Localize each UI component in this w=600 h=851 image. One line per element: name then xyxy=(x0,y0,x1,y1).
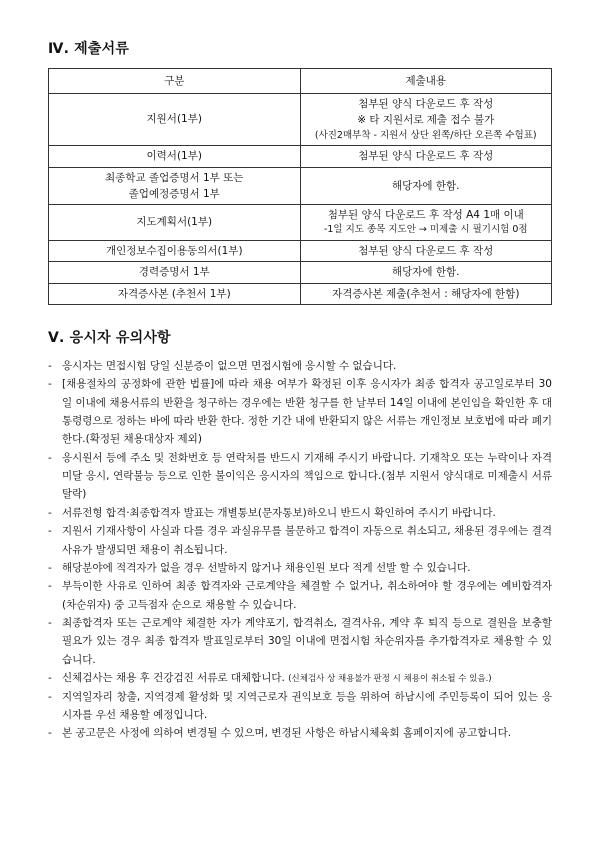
note-small-text: (신체검사 상 채용불가 판정 시 채용이 취소될 수 있음.) xyxy=(288,674,492,685)
submission-content-line: 첨부된 양식 다운로드 후 작성 A4 1매 이내 xyxy=(327,209,524,222)
submission-content-line: 해당자에 한함. xyxy=(391,179,460,192)
list-item xyxy=(48,357,552,375)
document-name-cell xyxy=(49,146,301,167)
list-bullet: - xyxy=(48,727,52,740)
document-name-cell xyxy=(49,283,301,304)
note-text: 본 공고문은 사정에 의하여 변경될 수 있으며, 변경된 사항은 하남시체육회 홈페이지에 공고합니다. xyxy=(62,727,512,740)
table-row xyxy=(49,94,552,146)
submission-content-line: 첨부된 양식 다운로드 후 작성 xyxy=(358,150,494,163)
submission-content-cell xyxy=(300,262,552,283)
submission-content-cell xyxy=(300,205,552,241)
submission-content-cell xyxy=(300,283,552,304)
table-row xyxy=(49,167,552,205)
submission-content-line: -1일 지도 종목 지도안 → 미제출 시 필기시험 0점 xyxy=(323,224,528,236)
applicant-notes-list xyxy=(48,357,552,743)
table-row xyxy=(49,241,552,262)
table-header-category: 구분 xyxy=(49,69,301,94)
submission-content-cell xyxy=(300,167,552,205)
document-name-cell xyxy=(49,94,301,146)
list-item xyxy=(48,688,552,725)
list-bullet: - xyxy=(48,580,52,593)
note-text: 지역일자리 창출, 지역경제 활성화 및 지역근로자 권익보호 등을 위하여 하남시에 주민등록이 되어 있는 응시자를 우선 채용할 예정입니다. xyxy=(62,690,552,721)
document-name-line: 자격증사본 (추천서 1부) xyxy=(117,287,231,300)
list-item xyxy=(48,577,552,614)
document-name-cell xyxy=(49,205,301,241)
document-name-line: 개인정보수집이용동의서(1부) xyxy=(105,245,243,258)
table-row xyxy=(49,146,552,167)
list-bullet: - xyxy=(48,672,52,685)
list-bullet: - xyxy=(48,525,52,538)
submission-content-cell xyxy=(300,146,552,167)
list-item xyxy=(48,449,552,504)
note-text: 응시원서 등에 주소 및 전화번호 등 연락처를 반드시 기재해 주시기 바랍니다. 기재착오 또는 누락이나 자격미달 응시, 연락불능 등으로 인한 불이익은 응시자의 책임으로 합니다.(첨부 지원서 양식대로 미제출시 서류탈락) xyxy=(62,451,552,501)
note-text: 신체검사는 채용 후 건강검진 서류로 대체합니다. xyxy=(62,672,285,685)
list-item xyxy=(48,724,552,742)
list-bullet: - xyxy=(48,690,52,703)
note-text: 해당분야에 적격자가 없을 경우 선발하지 않거나 채용인원 보다 적게 선발 할 수 있습니다. xyxy=(62,561,471,574)
submission-content-cell xyxy=(300,94,552,146)
submission-content-line: 해당자에 한함. xyxy=(391,266,460,279)
table-header-row xyxy=(49,69,552,94)
document-name-line: 졸업예정증명서 1부 xyxy=(128,187,220,200)
table-row xyxy=(49,283,552,304)
submission-content-line: 첨부된 양식 다운로드 후 작성 xyxy=(358,245,494,258)
list-item xyxy=(48,375,552,449)
submission-content-line: 첨부된 양식 다운로드 후 작성 xyxy=(358,98,494,110)
table-row xyxy=(49,262,552,283)
document-name-line: 지도계획서(1부) xyxy=(136,216,213,229)
list-bullet: - xyxy=(48,378,52,391)
note-text: [채용절차의 공정화에 관한 법률]에 따라 채용 여부가 확정된 이후 응시자가 최종 합격자 공고일로부터 30일 이내에 채용서류의 반환을 청구하는 경우에는 반환 청구를 한 날부터 14일 이내에 본인임을 확인한 후 대통령령으로 정하는 바에 따라 반환 한다. 정한 기간 내에 반환되지 않은 서류는 개인정보 보호법에 따라 폐기한다.(확정된 채용대상자 제외) xyxy=(62,378,552,446)
document-name-cell xyxy=(49,167,301,205)
submission-content-line: 자격증사본 제출(추천서 : 해당자에 한함) xyxy=(332,287,520,300)
document-name-line: 이력서(1부) xyxy=(146,150,202,163)
table-header-content: 제출내용 xyxy=(300,69,552,94)
document-name-line: 지원서(1부) xyxy=(146,113,202,126)
submission-documents-table xyxy=(48,68,552,305)
submission-content-line: ※ 타 지원서로 제출 접수 불가 xyxy=(357,114,495,127)
document-name-line: 최종학교 졸업증명서 1부 또는 xyxy=(105,171,244,184)
note-text: 최종합격자 또는 근로계약 체결한 자가 계약포기, 합격취소, 결격사유, 계약 후 퇴직 등으로 결원을 보충할 필요가 있는 경우 최종 합격자 발표일로부터 30일 이내에 면접시험 차순위자를 추가합격자로 채용할 수 있습니다. xyxy=(62,617,552,666)
list-item xyxy=(48,522,552,559)
submission-content-cell xyxy=(300,241,552,262)
list-item xyxy=(48,669,552,687)
section-5-title: Ⅴ. 응시자 유의사항 xyxy=(48,329,171,346)
document-name-cell xyxy=(49,241,301,262)
table-row xyxy=(49,205,552,241)
list-bullet: - xyxy=(48,561,52,574)
note-text: 부득이한 사유로 인하여 최종 합격자와 근로계약을 체결할 수 없거나, 취소하여야 할 경우에는 예비합격자(차순위자) 중 고득점자 순으로 채용할 수 있습니다. xyxy=(62,580,552,611)
submission-content-line: (사진2매부착 - 지원서 상단 왼쪽/하단 오른쪽 수험표) xyxy=(314,129,537,141)
table-body xyxy=(49,94,552,305)
section-4-title: Ⅳ. 제출서류 xyxy=(48,41,130,57)
list-bullet: - xyxy=(48,617,52,630)
list-item xyxy=(48,504,552,522)
note-text: 서류전형 합격·최종합격자 발표는 개별통보(문자통보)하오니 반드시 확인하여 주시기 바랍니다. xyxy=(62,506,496,519)
note-text: 지원서 기재사항이 사실과 다를 경우 과실유무를 불문하고 합격이 자동으로 취소되고, 채용된 경우에는 결격사유가 발생되면 채용이 취소됩니다. xyxy=(62,525,552,556)
list-bullet: - xyxy=(48,506,52,519)
list-item xyxy=(48,614,552,669)
document-name-line: 경력증명서 1부 xyxy=(138,266,210,279)
list-item xyxy=(48,559,552,577)
list-bullet: - xyxy=(48,451,52,464)
note-text: 응시자는 면접시험 당일 신분증이 없으면 면접시험에 응시할 수 없습니다. xyxy=(62,359,397,372)
list-bullet: - xyxy=(48,359,52,372)
document-name-cell xyxy=(49,262,301,283)
